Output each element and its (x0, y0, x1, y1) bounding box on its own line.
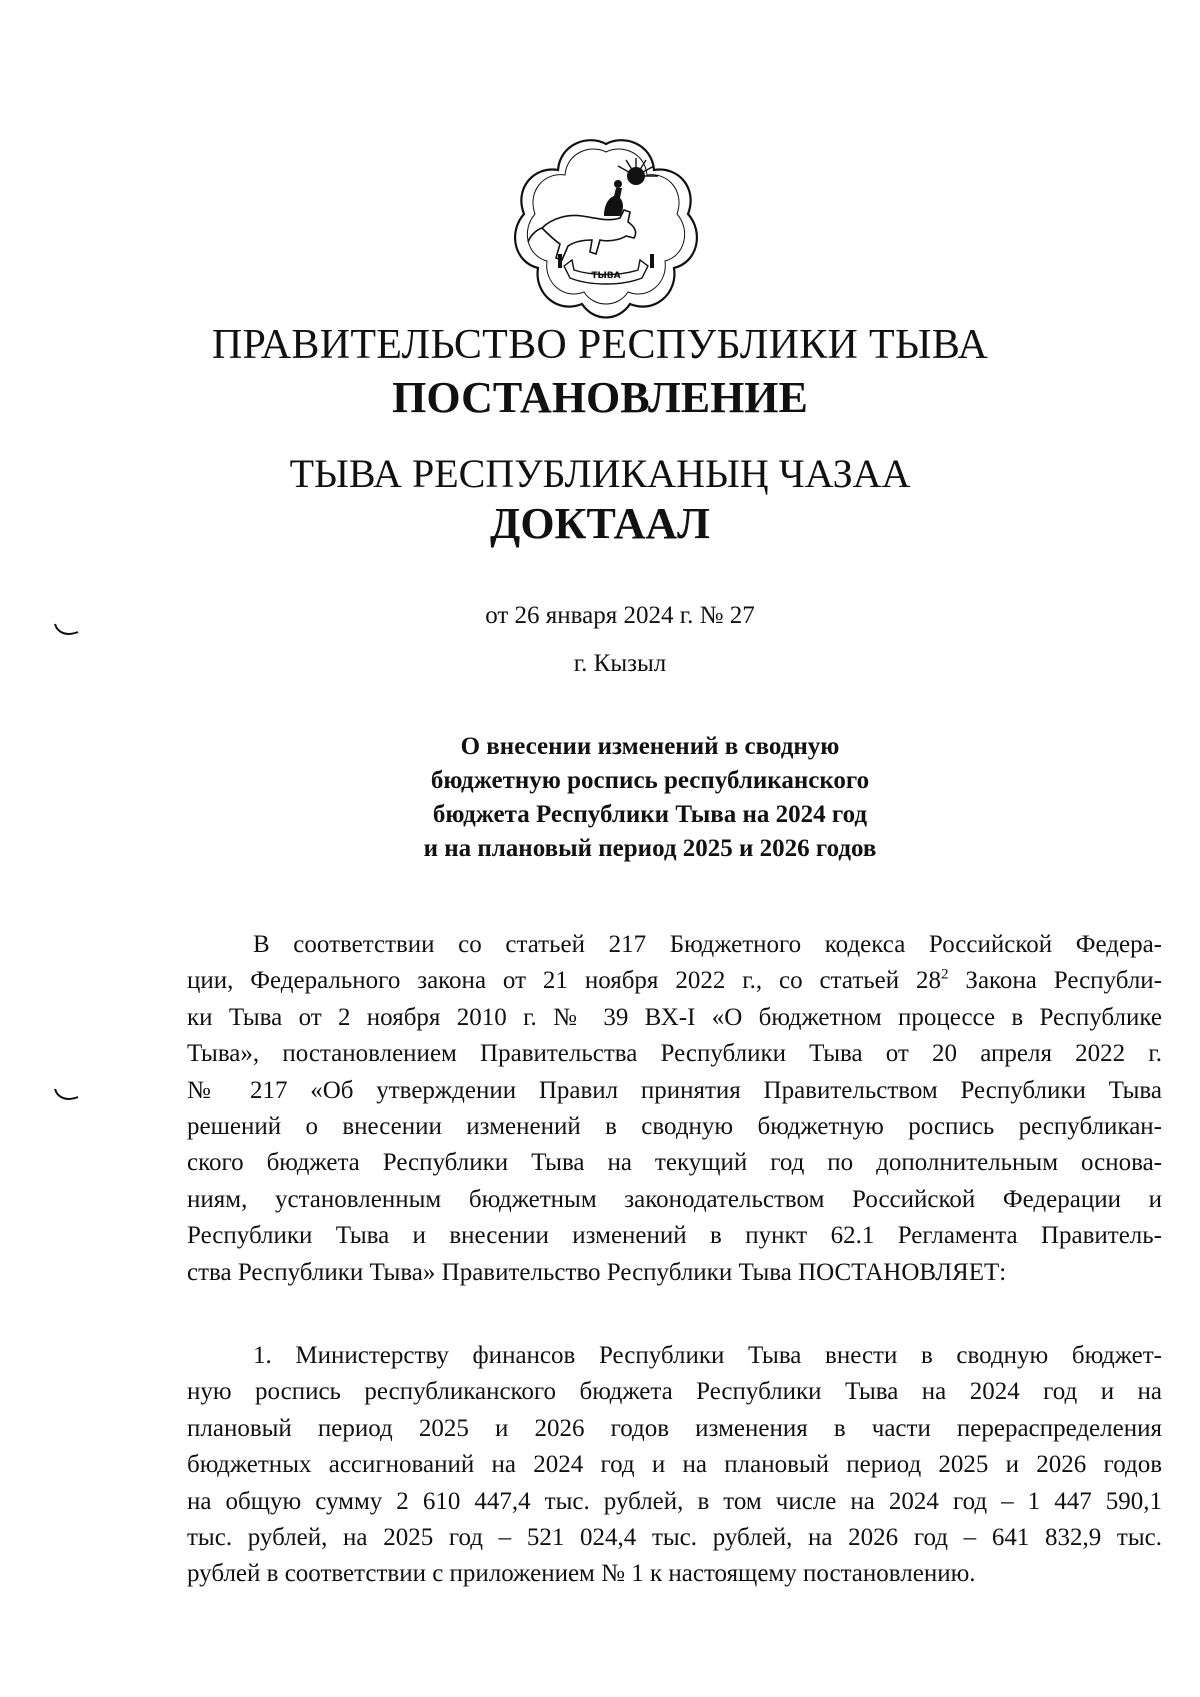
government-title-ru: ПРАВИТЕЛЬСТВО РЕСПУБЛИКИ ТЫВА (211, 322, 989, 368)
paragraph-line: ства Республики Тыва» Правительство Республики Тыва ПОСТАНОВЛЯЕТ: (187, 1258, 1007, 1286)
paragraph-line: плановый период 2025 и 2026 годов изменения в части перераспределения (187, 1414, 1162, 1442)
paragraph-line: ского бюджета Республики Тыва на текущий год по дополнительным основа- (187, 1149, 1162, 1177)
document-type-tv: ДОКТААЛ (490, 499, 710, 548)
paragraph-line (187, 963, 1162, 999)
paragraph-line-part: Закона Республи- (948, 967, 1163, 995)
paragraph-line: ниям, установленным бюджетным законодательством Российской Федерации и (187, 1185, 1162, 1213)
scan-mark-icon (52, 1085, 82, 1105)
subject-line: О внесении изменений в сводную (460, 733, 840, 760)
paragraph-line: Республики Тыва и внесении изменений в пункт 62.1 Регламента Правитель- (187, 1222, 1162, 1250)
paragraph-preamble (187, 927, 1162, 1291)
document-date-number: от 26 января 2024 г. № 27 (485, 602, 755, 629)
paragraph-line: В соответствии со статьей 217 Бюджетного кодекса Российской Федера- (253, 931, 1162, 958)
paragraph-item-1 (187, 1338, 1162, 1593)
paragraph-line: решений о внесении изменений в сводную бюджетную роспись республикан- (187, 1113, 1162, 1141)
emblem-ribbon-text: ТЫВА (591, 271, 621, 281)
paragraph-line: на общую сумму 2 610 447,4 тыс. рублей, в том числе на 2024 год – 1 447 590,1 (187, 1487, 1162, 1515)
paragraph-line-part: ции, Федерального закона от 21 ноября 2022 г., со статьей 28 (187, 967, 942, 995)
paragraph-line: ки Тыва от 2 ноября 2010 г. № 39 ВХ-I «О бюджетном процессе в Республике (187, 1003, 1162, 1031)
government-title-tv: ТЫВА РЕСПУБЛИКАНЫҢ ЧАЗАА (289, 451, 911, 496)
document-city: г. Кызыл (573, 650, 667, 677)
tyva-emblem-icon (512, 136, 700, 320)
paragraph-line: рублей в соответствии с приложением № 1 к настоящему постановлению. (187, 1560, 976, 1588)
document-type-ru: ПОСТАНОВЛЕНИЕ (392, 373, 808, 422)
scan-mark-icon (52, 620, 82, 640)
subject-line: бюджета Республики Тыва на 2024 год (432, 801, 868, 828)
paragraph-line: ную роспись республиканского бюджета Республики Тыва на 2024 год и на (187, 1378, 1162, 1406)
paragraph-line: тыс. рублей, на 2025 год – 521 024,4 тыс. рублей, на 2026 год – 641 832,9 тыс. (187, 1524, 1162, 1552)
paragraph-line: № 217 «Об утверждении Правил принятия Правительством Республики Тыва (187, 1076, 1162, 1104)
subject-line: бюджетную роспись республиканского (430, 767, 870, 794)
document-subject (380, 730, 920, 866)
paragraph-line: 1. Министерству финансов Республики Тыва внести в сводную бюджет- (253, 1342, 1162, 1369)
paragraph-line: Тыва», постановлением Правительства Республики Тыва от 20 апреля 2022 г. (187, 1040, 1162, 1068)
paragraph-line: бюджетных ассигнований на 2024 год и на плановый период 2025 и 2026 годов (187, 1451, 1162, 1479)
superscript: 2 (941, 967, 949, 984)
subject-line: и на плановый период 2025 и 2026 годов (423, 835, 877, 862)
